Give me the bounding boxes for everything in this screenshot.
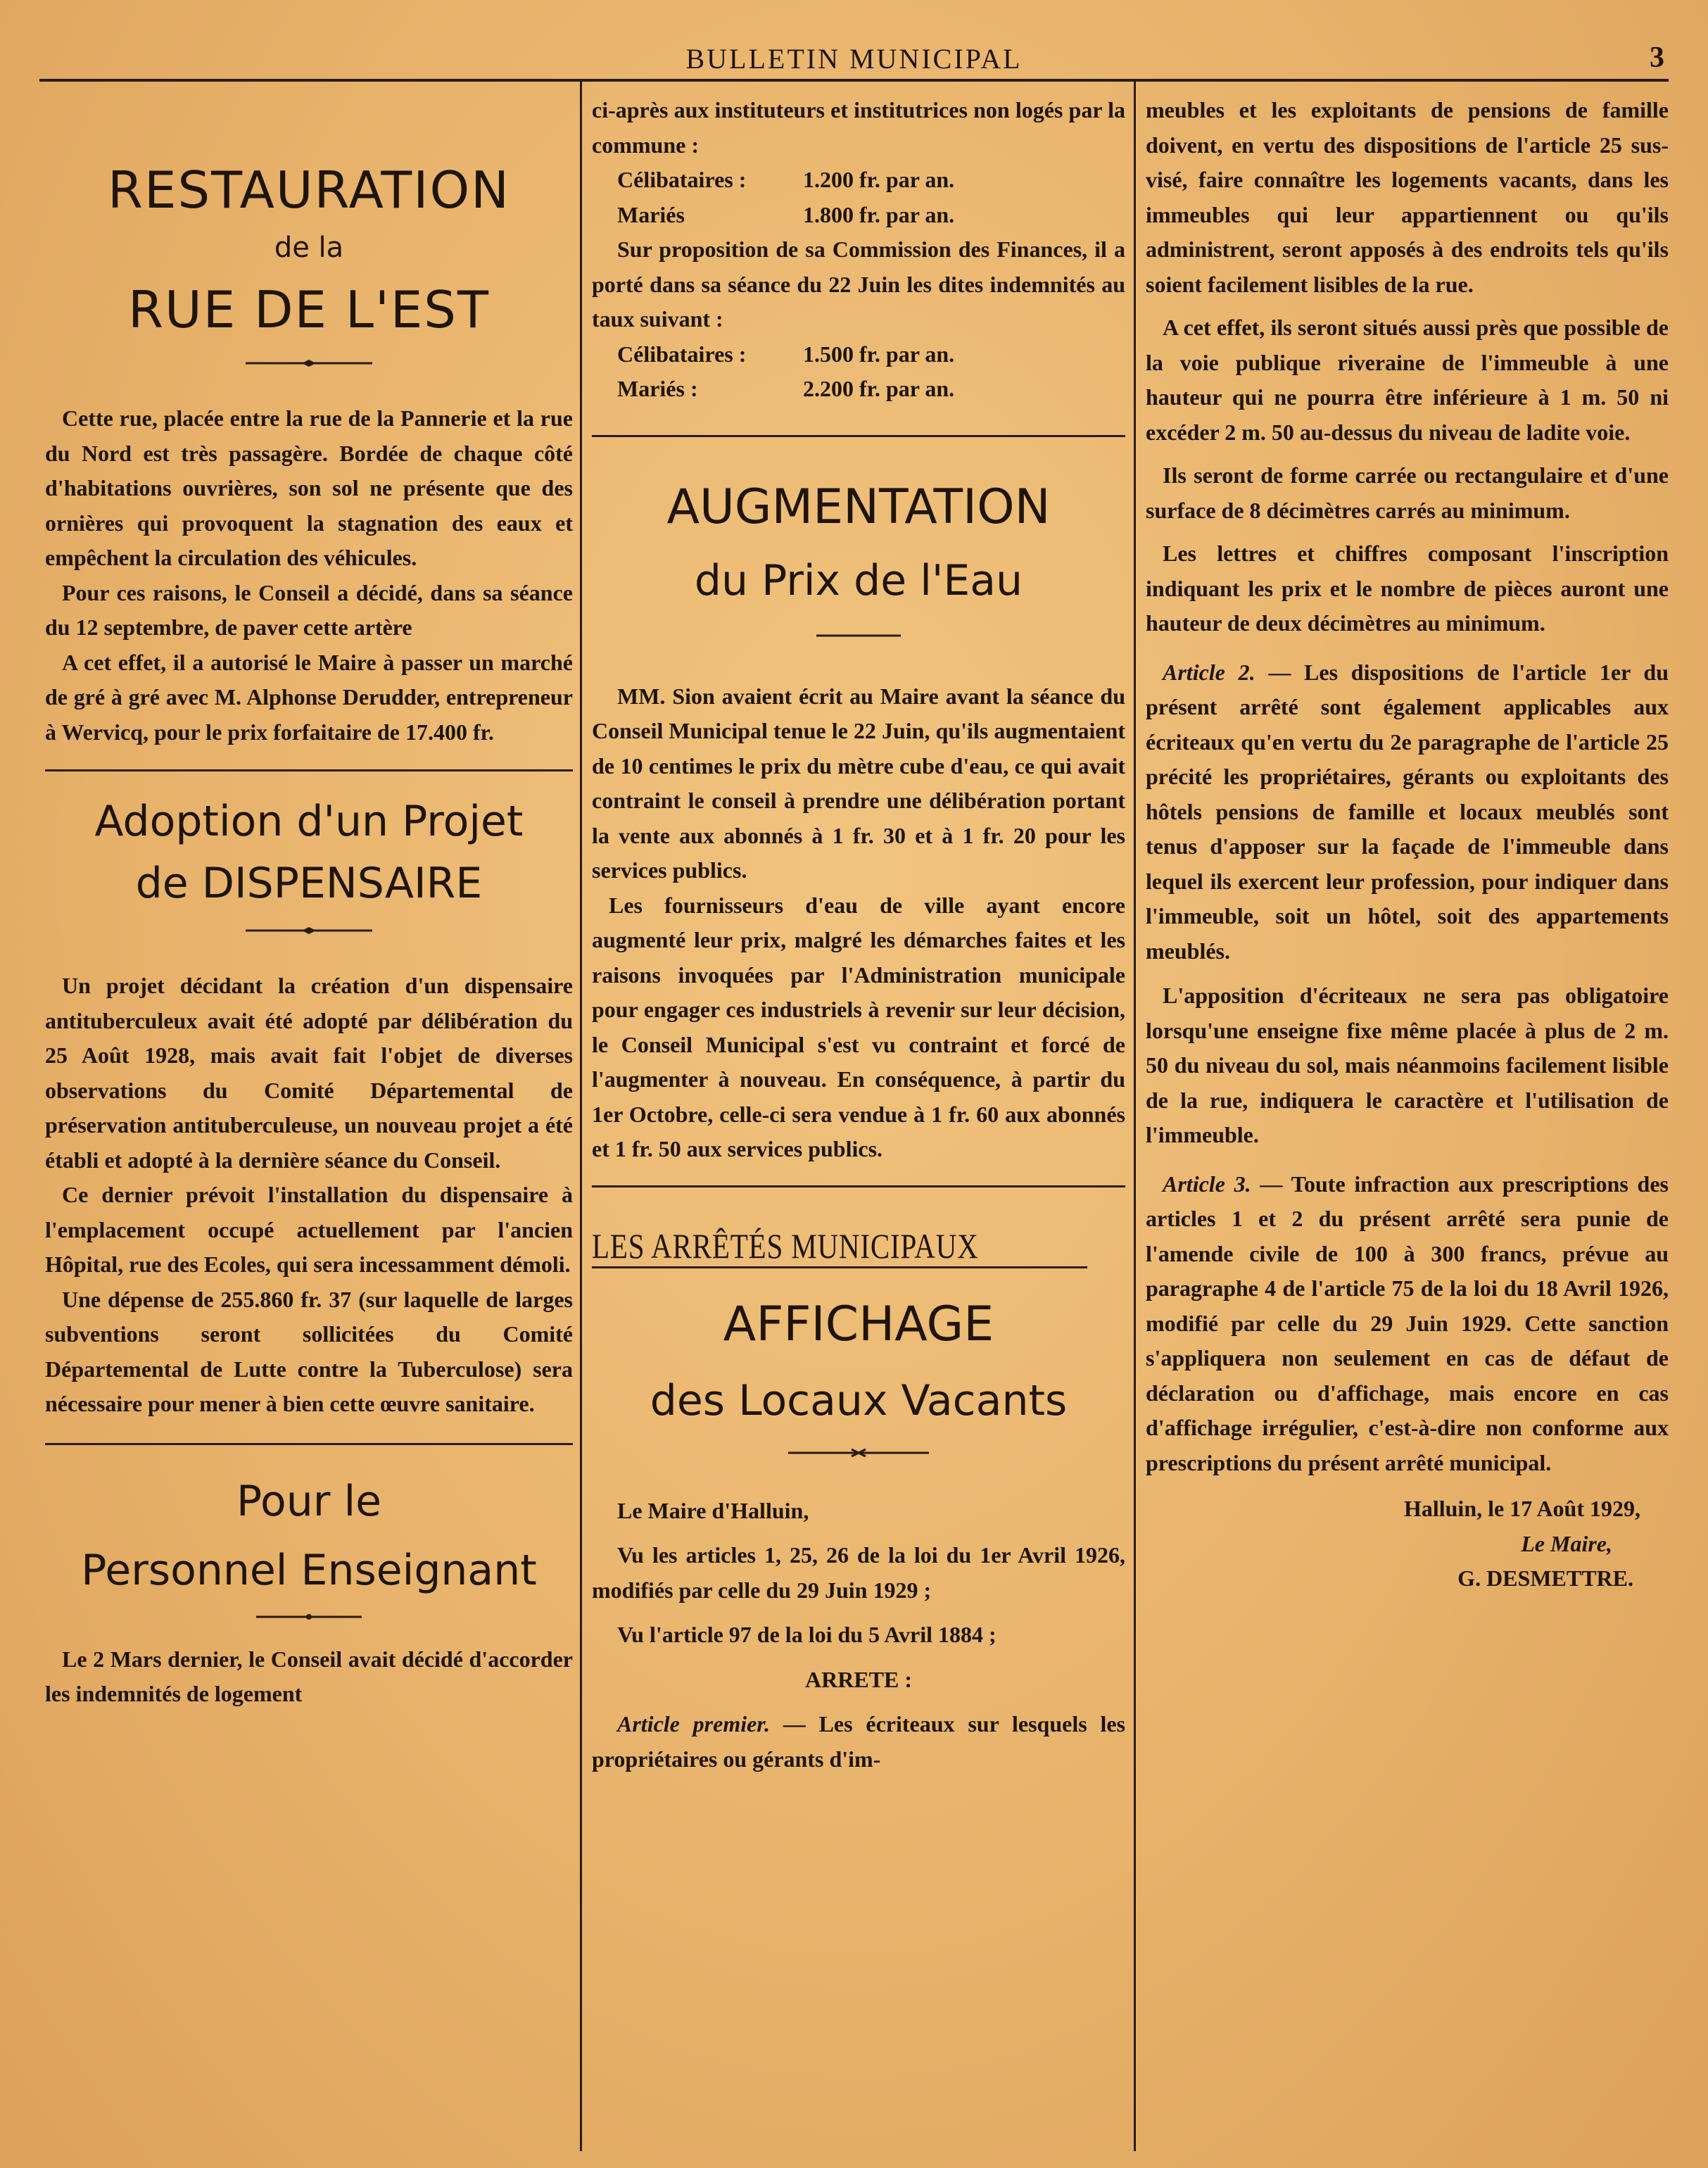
article-2-label: Article 2.	[1163, 659, 1255, 685]
paragraph: Ils seront de forme carrée ou rectangulaire et d'une surface de 8 décimètres carrés au minimum.	[1146, 462, 1669, 523]
section-label-box	[592, 1225, 1087, 1268]
running-header	[39, 38, 1669, 77]
article-1-label: Article premier.	[617, 1711, 770, 1737]
paragraph: Les lettres et chiffres composant l'inscription indiquant les prix et le nombre de pièces auront une hauteur de deux décimètres au minimum.	[1146, 541, 1669, 636]
rate-row: Célibataires : 1.200 fr. par an.	[617, 167, 955, 192]
eau-title-1: AUGMENTATION	[666, 479, 1051, 535]
column-1	[39, 82, 580, 2151]
eau-body	[592, 679, 1125, 1167]
rue-est-body	[45, 401, 573, 750]
article-affichage	[592, 1187, 1125, 1777]
bulletin-title: BULLETIN MUNICIPAL	[685, 43, 1023, 75]
paragraph: meubles et les exploitants de pensions de famille doivent, en vertu des dispositions de l'article 25 sus-visé, faire connaître les logements vacants, dans les immeubles qui leur appartiennent ou qu'ils administrent, seront apposés à des endroits tels qu'ils soient facilement lisibles de la rue.	[1146, 97, 1669, 297]
paragraph: Vu les articles 1, 25, 26 de la loi du 1er Avril 1926, modifiés par celle du 29 Juin 1929 ;	[592, 1542, 1125, 1603]
column-3	[1136, 82, 1669, 2151]
paragraph: Sur proposition de sa Commission des Finances, il a porté dans sa séance du 22 Juin les dites indemnités au taux suivant :	[592, 237, 1125, 332]
paragraph: Un projet décidant la création d'un dispensaire antituberculeux avait été adopté par délibération du 25 Août 1928, mais avait fait l'objet de diverses observations du Comité Départemental de préservation antituberculeuse, un nouveau projet a été établi et adopté à la dernière séance du Conseil.	[45, 973, 573, 1173]
rate-row: Mariés : 2.200 fr. par an.	[617, 376, 955, 401]
dispensaire-body	[45, 969, 573, 1422]
eau-title-2: du Prix de l'Eau	[694, 555, 1023, 605]
paragraph: Cette rue, placée entre la rue de la Pannerie et la rue du Nord est très passagère. Bordée de chaque côté d'habitations ouvrières, son sol ne présente que des ornières qui provoquent la stagnation des eaux et empêchent la circulation des véhicules.	[45, 405, 573, 570]
paragraph: Les fournisseurs d'eau de ville ayant encore augmenté leur prix, malgré les démarches faites et les raisons invoquées par l'Administration municipale pour engager ces industriels à revenir sur leur décision, le Conseil Municipal s'est vu contraint et forcé de l'augmenter à nouveau. En conséquence, à partir du 1er Octobre, celle-ci sera vendue à 1 fr. 60 aux abonnés et 1 fr. 50 aux services publics.	[592, 892, 1125, 1161]
place-date: Halluin, le 17 Août 1929,	[1403, 1496, 1640, 1521]
paragraph: Vu l'article 97 de la loi du 5 Avril 1884 ;	[617, 1622, 997, 1647]
ornament-divider	[246, 925, 372, 936]
rate-row: Célibataires : 1.500 fr. par an.	[617, 341, 955, 367]
rate-row: Mariés 1.800 fr. par an.	[617, 201, 955, 227]
affichage-title-1: AFFICHAGE	[723, 1296, 994, 1352]
paragraph: A cet effet, il a autorisé le Maire à passer un marché de gré à gré avec M. Alphonse Derudder, entrepreneur à Wervicq, pour le prix forfaitaire de 17.400 fr.	[45, 649, 573, 745]
section-label: LES ARRÊTÉS MUNICIPAUX	[592, 1225, 979, 1266]
paragraph: Une dépense de 255.860 fr. 37 (sur laquelle de larges subventions seront sollicitées du Comité Départemental de Lutte contre la Tuberculose) sera nécessaire pour mener à bien cette œuvre sanitaire.	[45, 1286, 573, 1416]
ornament-divider	[816, 630, 901, 641]
article-1-paragraph: Article premier. — Les écriteaux sur lesquels les propriétaires ou gérants d'im-	[592, 1711, 1126, 1772]
personnel-title-2: Personnel Enseignant	[81, 1545, 537, 1595]
personnel-title-1: Pour le	[236, 1476, 382, 1526]
ornament-divider	[246, 358, 372, 369]
section-rule	[45, 1443, 573, 1445]
columns	[39, 82, 1669, 2151]
paragraph: ci-après aux instituteurs et institutrices non logés par la commune :	[592, 97, 1125, 158]
rue-est-title-2: de la	[274, 232, 344, 264]
affichage-body-cont	[1146, 93, 1669, 1480]
personnel-body-cont	[592, 93, 1125, 163]
section-rule	[45, 769, 573, 771]
ornament-divider	[788, 1447, 929, 1458]
rue-est-title-1: RESTAURATION	[107, 160, 511, 220]
article-3-paragraph: Article 3. — Toute infraction aux prescriptions des articles 1 et 2 du présent arrêté sera punie de l'amende civile de 100 à 300 francs, prévue au paragraphe 4 de l'article 75 de la loi du 18 Avril 1926, modifié par celle du 29 Juin 1929. Cette sanction s'appliquera non seulement en cas de défaut de déclaration ou d'affichage, mais encore en cas d'affichage irrégulier, c'est-à-dire non conforme aux prescriptions du présent arrêté municipal.	[1146, 1171, 1669, 1475]
rates-old	[592, 163, 1125, 232]
paragraph: L'apposition d'écriteaux ne sera pas obligatoire lorsqu'une enseigne fixe même placée à plus de 2 m. 50 du niveau du sol, mais néanmoins facilement lisible de la rue, indiquera le caractère et l'utilisation de l'immeuble.	[1146, 983, 1669, 1147]
affichage-title-2: des Locaux Vacants	[650, 1375, 1068, 1425]
article-prix-eau	[592, 479, 1125, 1167]
article-3-label: Article 3.	[1163, 1171, 1251, 1197]
affichage-body	[592, 1494, 1125, 1777]
paragraph: A cet effet, ils seront situés aussi près que possible de la voie publique riveraine de l'immeuble à une hauteur qui ne pourra être inférieure à 1 m. 50 ni excéder 2 m. 50 au-dessus du niveau de ladite voie.	[1146, 315, 1669, 445]
signer-title: Le Maire,	[1521, 1530, 1612, 1556]
paragraph: Ce dernier prévoit l'installation du dispensaire à l'emplacement occupé actuellement par l'ancien Hôpital, rue des Ecoles, qui sera incessamment démoli.	[45, 1182, 573, 1277]
paragraph: Le Maire d'Halluin,	[617, 1497, 809, 1523]
rates-new	[592, 337, 1125, 407]
dispensaire-title-2: de DISPENSAIRE	[135, 859, 483, 908]
paragraph: Le 2 Mars dernier, le Conseil avait décidé d'accorder les indemnités de logement	[45, 1646, 573, 1706]
signer-name: G. DESMETTRE.	[1457, 1565, 1633, 1591]
article-2-paragraph: Article 2. — Les dispositions de l'article 1er du présent arrêté sont également applicables aux écriteaux qu'en vertu du 2e paragraphe de l'article 25 précité les propriétaires, gérants ou exploitants des hôtels pensions de famille et locaux meublés sont tenus d'apposer sur la façade de l'immeuble dans lequel ils exercent leur profession, pour indiquer dans l'immeuble, soit un hôtel, soit des appartements meublés.	[1146, 659, 1669, 964]
dispensaire-title-1: Adoption d'un Projet	[94, 797, 524, 846]
ornament-divider	[256, 1611, 362, 1622]
article-rue-est	[45, 162, 573, 750]
signature-block	[1146, 1492, 1669, 1596]
paragraph: Pour ces raisons, le Conseil a décidé, dans sa séance du 12 septembre, de paver cette artère	[45, 579, 573, 640]
paragraph: MM. Sion avaient écrit au Maire avant la séance du Conseil Municipal tenue le 22 Juin, qu'ils augmentaient de 10 centimes le prix du mètre cube d'eau, ce qui avait contraint le conseil à prendre une délibération portant la vente aux abonnés à 1 fr. 30 et à 1 fr. 20 pour les services publics.	[592, 683, 1125, 883]
rue-est-title-3: RUE DE L'EST	[127, 280, 490, 339]
personnel-body-2	[592, 232, 1125, 337]
article-dispensaire	[45, 793, 573, 1422]
section-rule	[592, 435, 1125, 437]
article-personnel-enseignant	[45, 1473, 573, 1712]
personnel-body-start	[45, 1642, 573, 1712]
column-2	[580, 82, 1136, 2151]
page-number: 3	[1650, 42, 1664, 74]
arrete-heading: ARRETE :	[804, 1666, 912, 1692]
